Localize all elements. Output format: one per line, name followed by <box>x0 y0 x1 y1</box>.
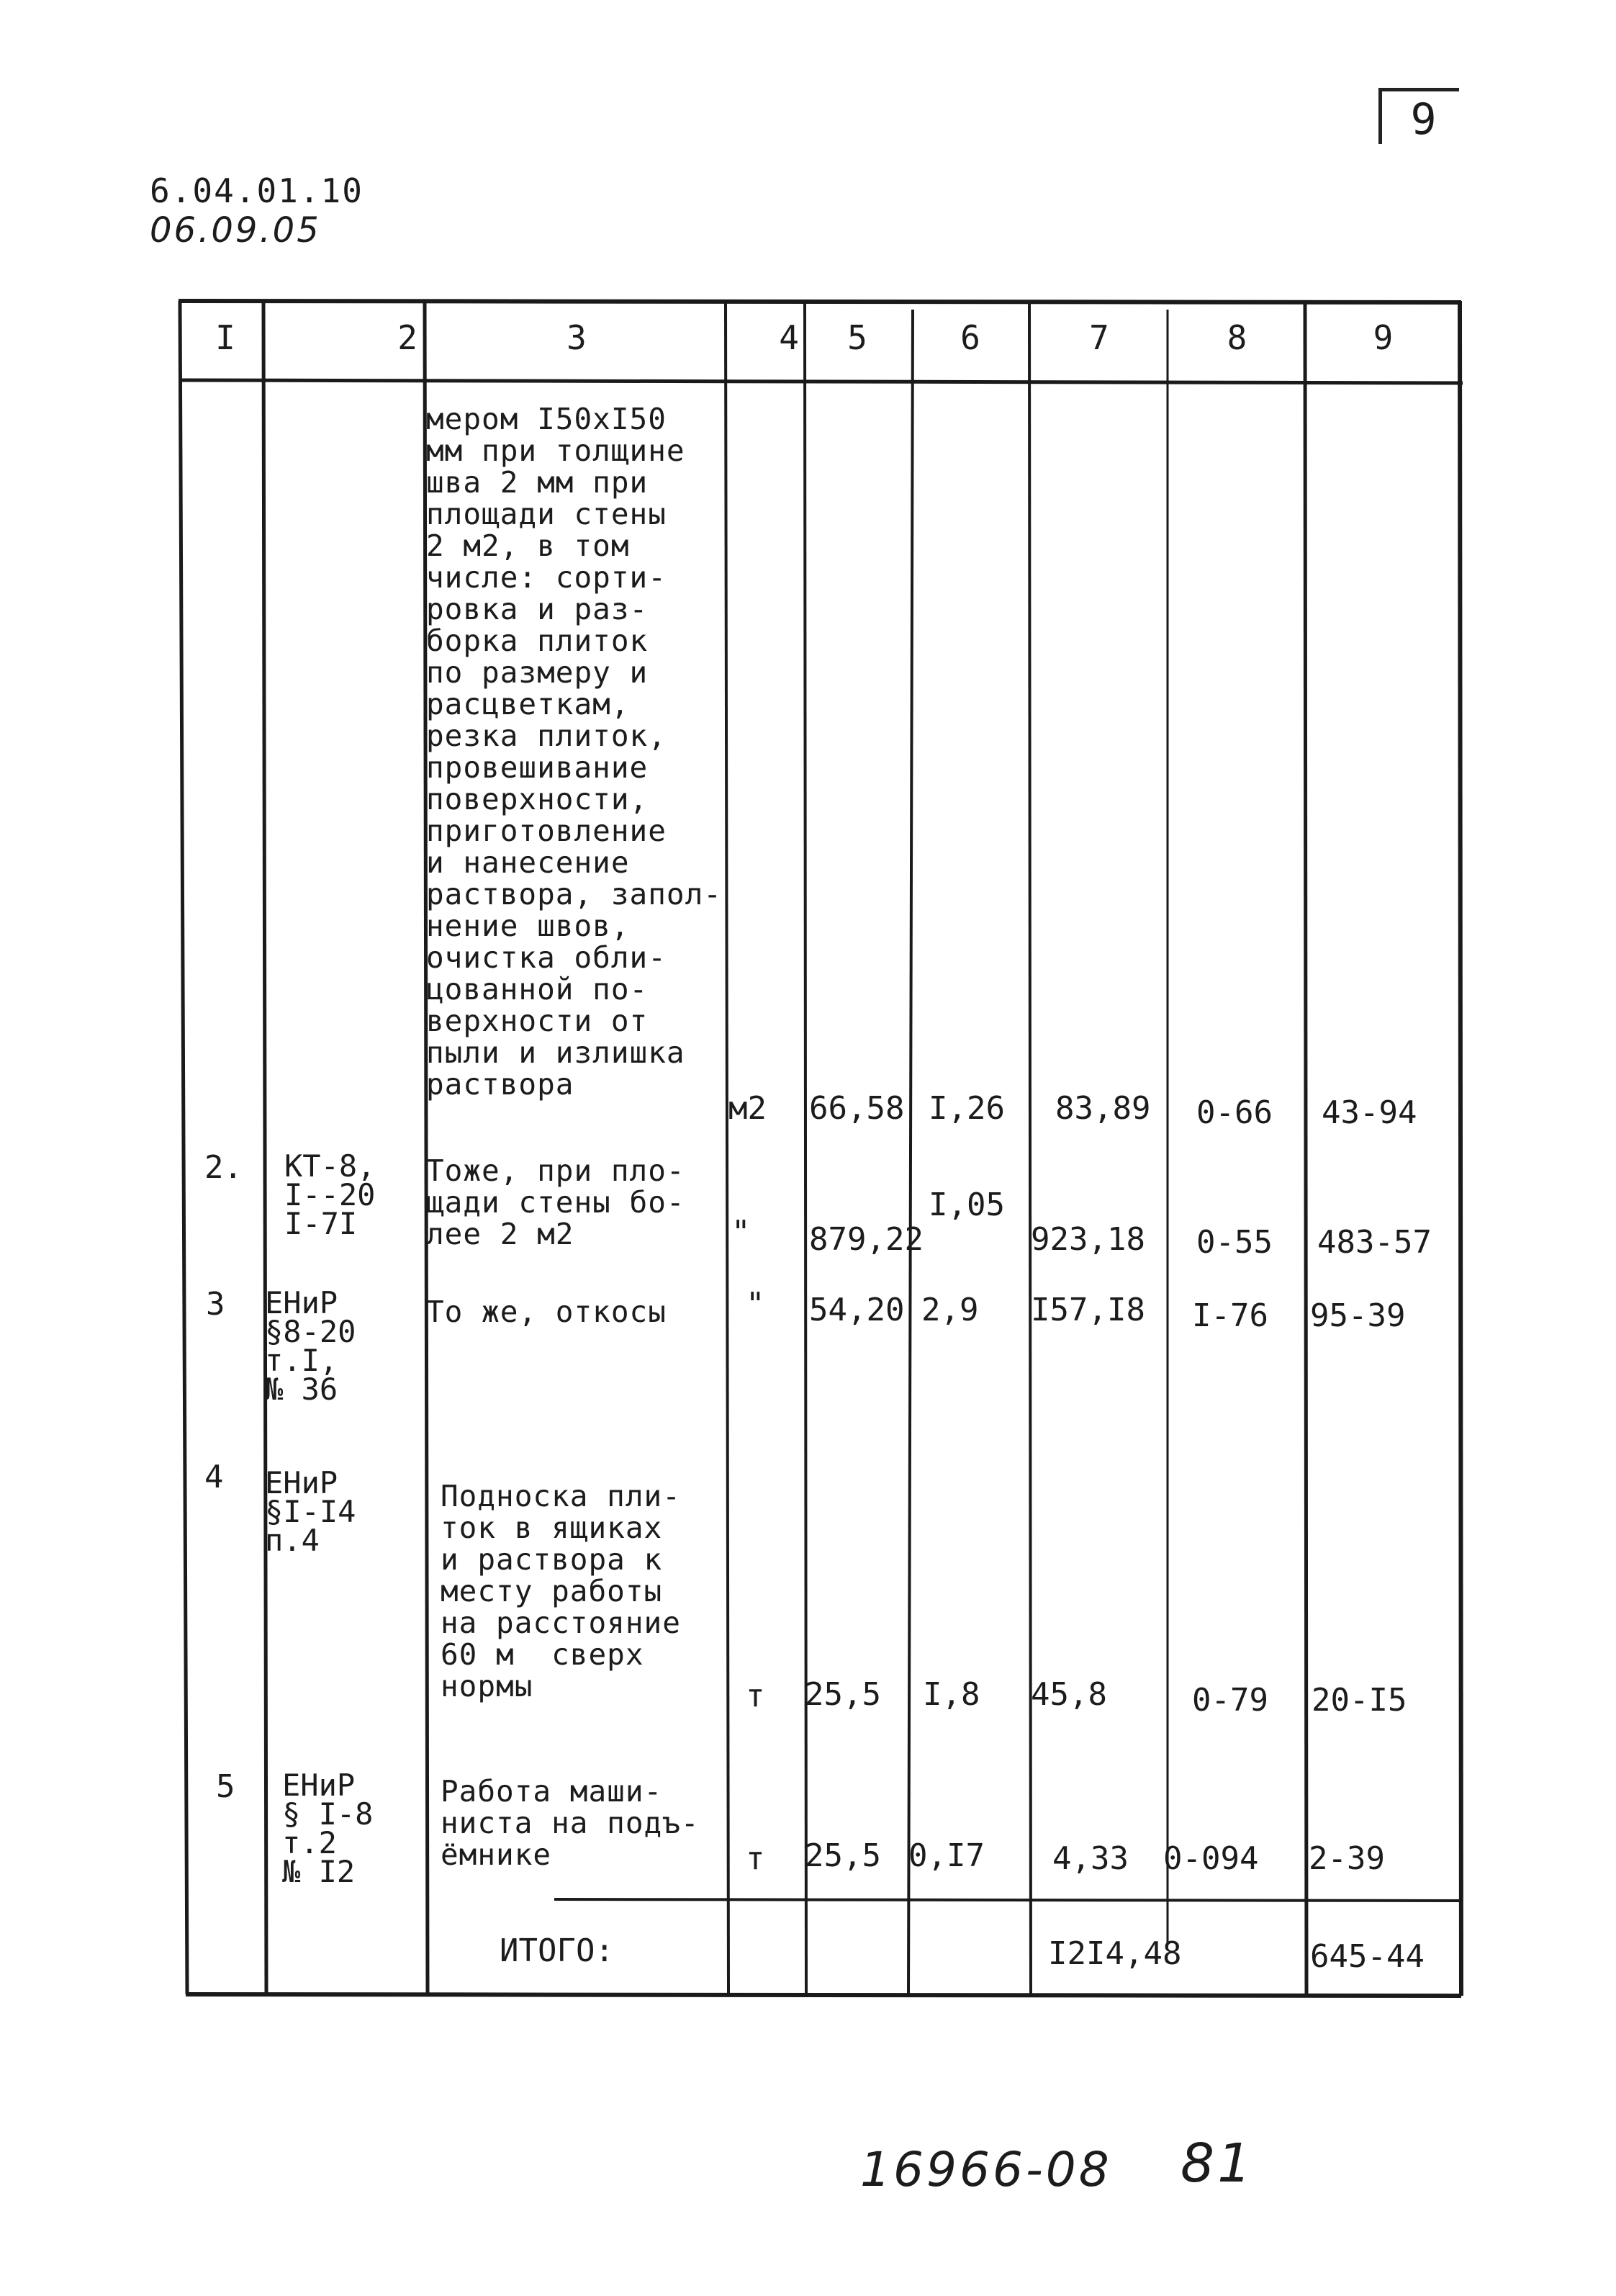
header-col-9: 9 <box>1373 318 1394 357</box>
table-row-5-number: 5 <box>216 1768 235 1805</box>
document-date: 06.09.05 <box>150 210 321 251</box>
table-row-4-rate: 0-79 <box>1192 1682 1268 1719</box>
col-divider-3 <box>726 301 728 1994</box>
table-row-3-quantity: 54,20 <box>809 1292 905 1328</box>
table-row-5-description: Работа маши- ниста на подъ- ёмнике <box>441 1774 700 1872</box>
table-row-1-rate: 0-66 <box>1196 1094 1273 1131</box>
table-row-1-description: мером I50xI50 мм при толщине шва 2 мм при площади стены 2 м2, в том числе: сорти- ровка и раз- борка плиток по размеру и расцветкам, резка плиток, провешивание поверхности, приготовление и нанесение раствора, запол- нение швов, очистка обли- цованной по- верхности от пыли и излишка раствора <box>426 402 722 1102</box>
table-row-5-unit: т <box>746 1840 765 1877</box>
total-row-label: ИТОГО: <box>500 1932 614 1969</box>
header-bottom-rule <box>179 380 1463 383</box>
table-row-5-quantity: 25,5 <box>805 1837 881 1874</box>
table-row-4-unit: т <box>746 1678 765 1714</box>
table-row-2-total: 923,18 <box>1031 1221 1145 1258</box>
table-row-4-number: 4 <box>204 1459 224 1495</box>
header-col-1: I <box>215 318 235 357</box>
col-divider-4 <box>805 301 806 1994</box>
sheet-number: 9 <box>1378 88 1459 144</box>
header-col-7: 7 <box>1089 318 1109 357</box>
header-col-6: 6 <box>960 318 980 357</box>
table-row-4-reference: ЕНиР §I-I4 п.4 <box>265 1465 356 1558</box>
table-row-2-description: Тоже, при пло- щади стены бо- лее 2 м2 <box>426 1153 685 1251</box>
table-row-5-total: 4,33 <box>1052 1840 1129 1877</box>
table-row-4-norm: I,8 <box>923 1676 980 1713</box>
table-row-2-unit: " <box>731 1214 751 1251</box>
table-row-2-quantity: 879,22 <box>809 1221 924 1258</box>
table-row-3-description: То же, откосы <box>426 1295 667 1329</box>
table-row-5-rate: 0-094 <box>1163 1840 1259 1877</box>
total-row-sum: 645-44 <box>1310 1938 1425 1975</box>
table-row-3-number: 3 <box>206 1286 225 1323</box>
table-bottom-border <box>186 1994 1461 1996</box>
table-row-2-rate: 0-55 <box>1196 1224 1273 1261</box>
col-divider-6 <box>1029 301 1031 1994</box>
table-row-5-norm: 0,I7 <box>908 1837 985 1874</box>
table-row-2-sum: 483-57 <box>1317 1224 1432 1261</box>
table-row-4-quantity: 25,5 <box>805 1676 881 1713</box>
col-divider-5 <box>908 310 913 1994</box>
table-left-border <box>180 301 187 1994</box>
header-col-8: 8 <box>1227 318 1247 357</box>
table-row-2-reference: КТ-8, I--20 I-7I <box>284 1148 376 1241</box>
archive-number: 16966-08 <box>860 2142 1112 2197</box>
table-row-3-unit: " <box>746 1286 765 1323</box>
table-row-1-quantity: 66,58 <box>809 1090 905 1127</box>
table-row-4-sum: 20-I5 <box>1312 1682 1407 1719</box>
table-row-3-sum: 95-39 <box>1310 1297 1406 1334</box>
header-col-4: 4 <box>779 318 799 357</box>
table-row-2-norm: I,05 <box>929 1187 1005 1223</box>
table-row-3-norm: 2,9 <box>921 1292 979 1328</box>
table-row-4-description: Подноска пли- ток в ящиках и раствора к месту работы на расстояние 60 м сверх нормы <box>441 1479 681 1703</box>
table-right-border <box>1460 301 1461 1996</box>
table-top-border <box>179 301 1461 302</box>
header-col-2: 2 <box>397 318 417 357</box>
col-divider-8 <box>1305 301 1306 1994</box>
table-row-1-total: 83,89 <box>1055 1090 1151 1127</box>
table-row-3-reference: ЕНиР §8-20 т.I, № 36 <box>265 1285 356 1407</box>
table-row-1-sum: 43-94 <box>1322 1094 1417 1131</box>
table-row-3-total: I57,I8 <box>1031 1292 1145 1328</box>
table-row-5-sum: 2-39 <box>1309 1840 1385 1877</box>
document-code: 6.04.01.10 <box>150 171 364 210</box>
col-divider-1 <box>263 301 266 1994</box>
table-row-3-rate: I-76 <box>1192 1297 1268 1334</box>
table-row-2-number: 2. <box>204 1149 243 1186</box>
header-col-5: 5 <box>847 318 867 357</box>
table-row-4-total: 45,8 <box>1031 1676 1107 1713</box>
page-number: 81 <box>1181 2133 1255 2194</box>
table-row-1-unit: м2 <box>728 1090 767 1127</box>
total-row-total: I2I4,48 <box>1048 1935 1182 1972</box>
header-col-3: 3 <box>566 318 587 357</box>
table-row-5-reference: ЕНиР § I-8 т.2 № I2 <box>282 1768 374 1889</box>
total-row-top-rule <box>554 1899 1461 1901</box>
table-row-1-norm: I,26 <box>929 1090 1005 1127</box>
